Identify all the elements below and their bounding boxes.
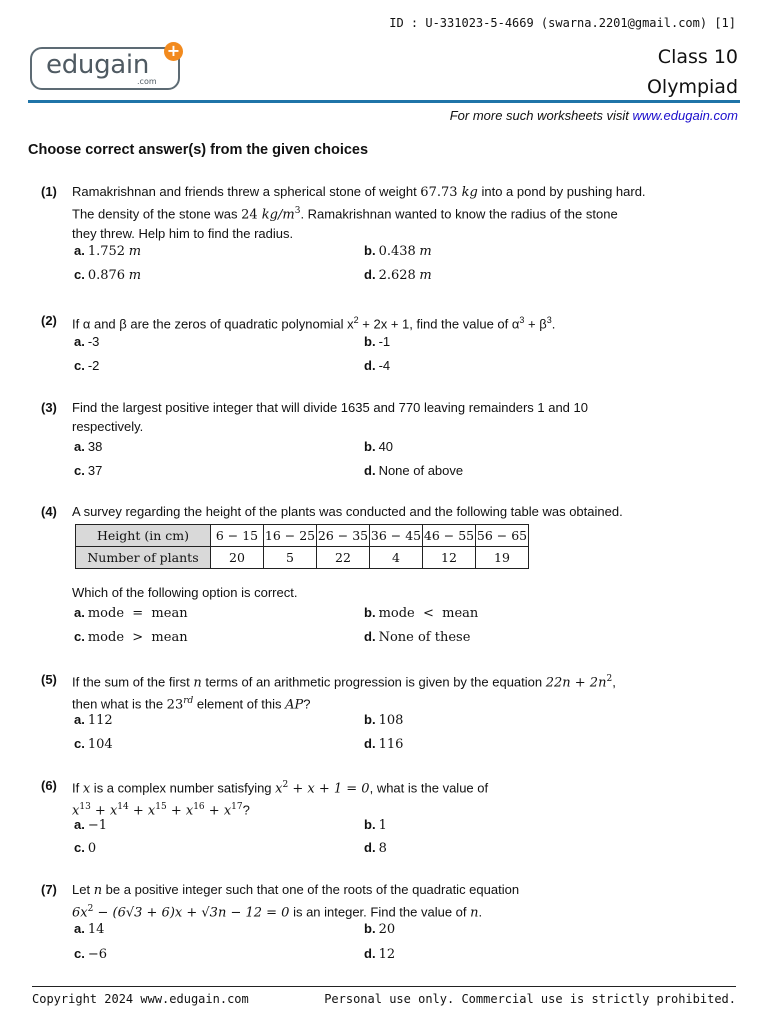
table-header-cell: Number of plants [76,547,211,569]
class-title [647,42,738,102]
logo-word: edugain [46,50,150,80]
usage-notice: Personal use only. Commercial use is strictly prohibited. [324,992,736,1006]
table-cell: 22 [317,547,370,569]
table-cell: 20 [211,547,264,569]
option-c[interactable]: c. mode > mean [74,629,188,645]
option-b[interactable]: b. 40 [364,439,394,454]
table-row [76,525,529,547]
table-cell: 19 [476,547,529,569]
option-b[interactable]: b. -1 [364,334,391,349]
option-a[interactable]: a. 112 [74,712,113,728]
option-b[interactable]: b. 0.438 m [364,243,432,259]
question-number: (2) [41,313,57,328]
edugain-logo[interactable] [30,41,186,92]
table-cell: 6 − 15 [211,525,264,547]
option-d[interactable]: d. -4 [364,358,391,373]
option-a[interactable]: a. 1.752 m [74,243,142,259]
table-header-cell: Height (in cm) [76,525,211,547]
question-text: Let n be a positive integer such that one of the roots of the quadratic equation $6x^2 - (6√3 + 6)x + √3n - 12 = 0$ is an integer. Find the value of n. [72,882,520,921]
question-number: (6) [41,778,57,793]
option-d[interactable]: d. 2.628 m [364,267,432,283]
copyright: Copyright 2024 www.edugain.com [32,992,249,1006]
class-line: Class 10 [657,46,738,68]
question-text: If x is a complex number satisfying $x^2 + x + 1 = 0$, what is the value of $x^{13} + x^{14} + x^{15} + x^{16} + x^{17}$? [72,780,489,819]
question-number: (5) [41,672,57,687]
option-a[interactable]: a. 14 [74,921,105,937]
option-d[interactable]: d. 12 [364,946,396,962]
option-a[interactable]: a. 38 [74,439,103,454]
table-cell: 26 − 35 [317,525,370,547]
question-text: If the sum of the first n terms of an arithmetic progression is given by the equation $22n + 2n^2$, then what is the 23rd element of this AP? [72,674,616,713]
table-cell: 16 − 25 [264,525,317,547]
option-a[interactable]: a. mode = mean [74,605,188,621]
option-b[interactable]: b. 1 [364,817,387,833]
option-b[interactable]: b. mode < mean [364,605,479,621]
instructions: Choose correct answer(s) from the given choices [28,142,369,158]
question-text: A survey regarding the height of the plants was conducted and the following table was obtained. [72,504,623,519]
option-b[interactable]: b. 108 [364,712,404,728]
table-cell: 4 [370,547,423,569]
question-text: Find the largest positive integer that will divide 1635 and 770 leaving remainders 1 and 10 respectively. [72,400,588,434]
table-cell: 36 − 45 [370,525,423,547]
option-d[interactable]: d. 8 [364,840,387,856]
header-divider [28,100,740,103]
worksheet-id: ID : U-331023-5-4669 (swarna.2201@gmail.com) [1] [389,16,736,30]
option-a[interactable]: a. -3 [74,334,100,349]
question-subtext: Which of the following option is correct. [72,585,298,600]
edugain-link[interactable]: www.edugain.com [632,108,738,123]
footer-divider [32,986,736,987]
logo-com: .com [137,77,157,86]
plus-icon: + [164,42,183,61]
option-c[interactable]: c. 0.876 m [74,267,142,283]
option-d[interactable]: d. 116 [364,736,404,752]
more-prefix: For more such worksheets visit [449,108,633,123]
question-number: (7) [41,882,57,897]
table-cell: 56 − 65 [476,525,529,547]
table-cell: 5 [264,547,317,569]
plants-table [75,524,529,569]
option-c[interactable]: c. −6 [74,946,108,962]
question-number: (1) [41,184,57,199]
question-text: If α and β are the zeros of quadratic polynomial $x^2 + 2x + 1$, find the value of $\alpha^3 + \beta^3$. [72,315,556,332]
question-number: (3) [41,400,57,415]
question-text: Ramakrishnan and friends threw a spherical stone of weight 67.73 kg into a pond by pushing hard. The density of the stone was 24 $kg/m^3$. Ramakrishnan wanted to know the radius of the stone they threw. Help him to find the radius. [72,184,646,242]
option-a[interactable]: a. −1 [74,817,108,833]
option-c[interactable]: c. 104 [74,736,113,752]
table-cell: 12 [423,547,476,569]
option-c[interactable]: c. 0 [74,840,97,856]
question-number: (4) [41,504,57,519]
option-c[interactable]: c. 37 [74,463,103,478]
table-cell: 46 − 55 [423,525,476,547]
option-c[interactable]: c. -2 [74,358,100,373]
option-b[interactable]: b. 20 [364,921,396,937]
subject-line: Olympiad [646,76,738,98]
table-row [76,547,529,569]
more-worksheets-line [450,108,738,123]
option-d[interactable]: d. None of above [364,463,464,478]
option-d[interactable]: d. None of these [364,629,471,645]
